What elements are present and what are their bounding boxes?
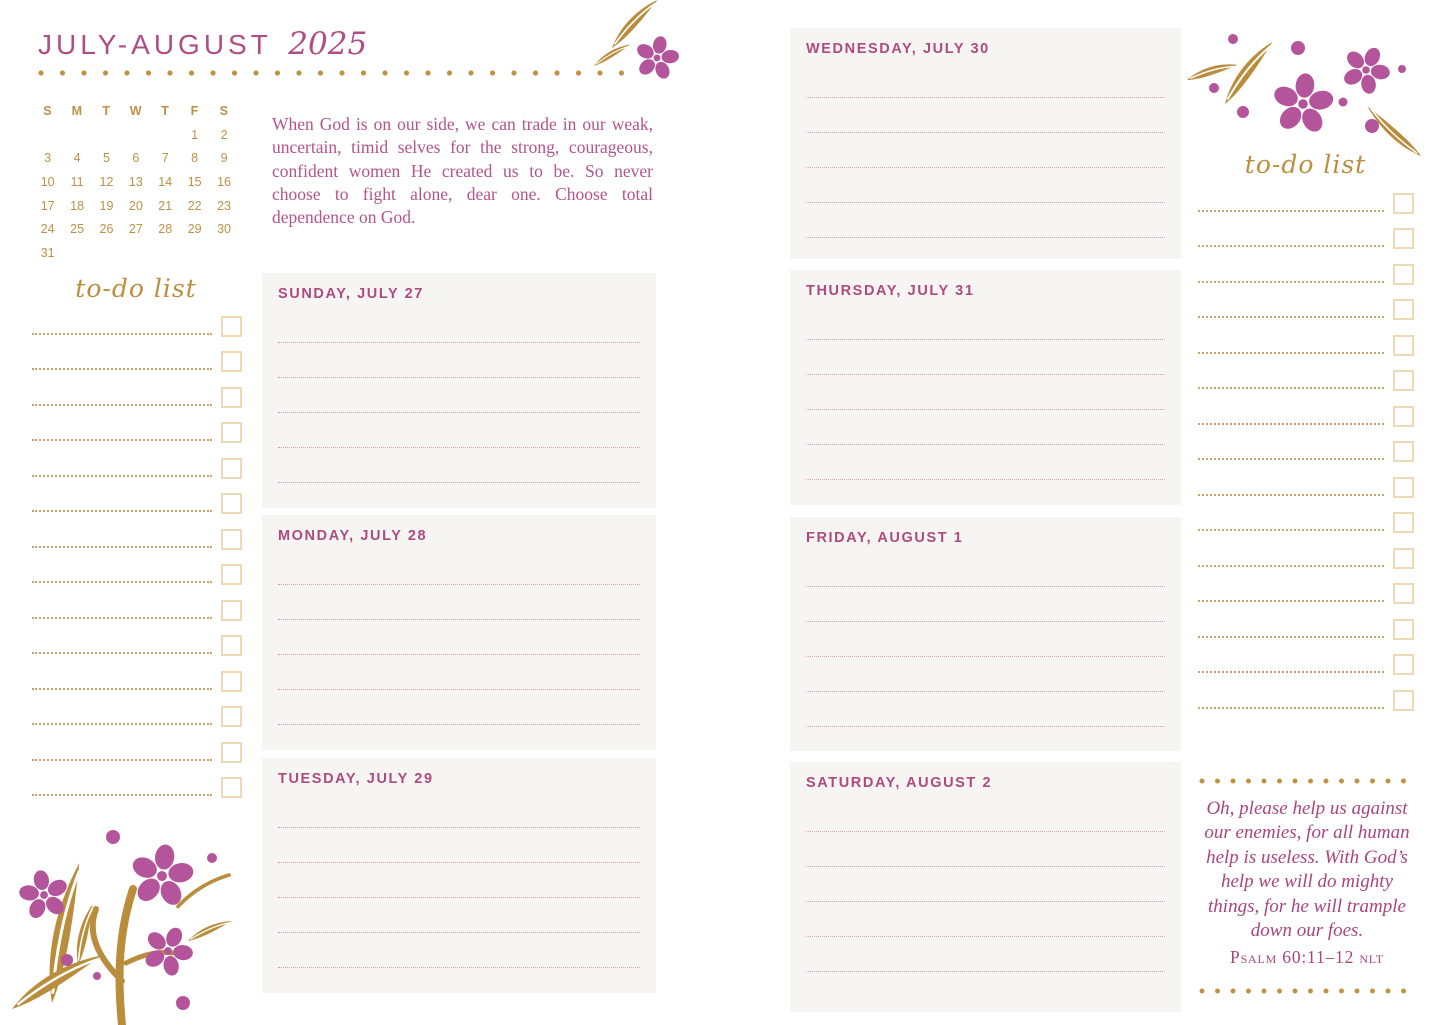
todo-entry-line[interactable] — [1198, 600, 1384, 602]
todo-row — [32, 408, 242, 444]
calendar-date: 24 — [40, 222, 55, 237]
todo-row — [1198, 285, 1414, 321]
todo-entry-line[interactable] — [1198, 458, 1384, 460]
calendar-date: 14 — [158, 175, 173, 190]
devotional-text: When God is on our side, we can trade in our weak, uncertain, timid selves for the strong, courageous, confident women He created us to be. So never choose to fight alone, dear one. Choose total dependence on God. — [272, 114, 653, 228]
todo-list-title-right: to-do list — [1244, 150, 1367, 179]
day-entry-line[interactable] — [278, 620, 640, 655]
todo-row — [32, 514, 242, 550]
day-entry-lines — [806, 552, 1165, 727]
day-entry-line[interactable] — [806, 552, 1165, 587]
calendar-date: 7 — [161, 151, 169, 166]
day-entry-line[interactable] — [278, 308, 640, 343]
todo-checkbox[interactable] — [221, 635, 242, 656]
calendar-date: 31 — [40, 246, 55, 261]
page-title — [38, 26, 367, 62]
calendar-empty-cell — [62, 242, 91, 266]
calendar-day-header: W — [129, 104, 143, 118]
calendar-date: 4 — [73, 151, 81, 166]
todo-entry-line[interactable] — [32, 617, 212, 619]
todo-row — [1198, 320, 1414, 356]
day-header: SUNDAY, JULY 27 — [278, 286, 424, 302]
todo-checkbox[interactable] — [1393, 299, 1414, 320]
todo-entry-line[interactable] — [1198, 494, 1384, 496]
todo-list-right — [1198, 178, 1414, 711]
calendar-day-header: T — [102, 104, 111, 118]
mini-calendar — [33, 100, 239, 266]
todo-entry-line[interactable] — [32, 404, 212, 406]
verse-dotted-rule-top — [1199, 778, 1413, 784]
todo-entry-line[interactable] — [1198, 565, 1384, 567]
calendar-date: 19 — [99, 198, 114, 213]
todo-checkbox[interactable] — [1393, 228, 1414, 249]
todo-row — [32, 550, 242, 586]
todo-entry-line[interactable] — [32, 546, 212, 548]
calendar-date: 27 — [128, 222, 143, 237]
todo-row — [1198, 498, 1414, 534]
day-entry-line[interactable] — [278, 550, 640, 585]
day-entry-line[interactable] — [278, 690, 640, 725]
calendar-day-header: F — [190, 104, 199, 118]
todo-row — [32, 443, 242, 479]
todo-entry-line[interactable] — [1198, 316, 1384, 318]
todo-checkbox[interactable] — [1393, 512, 1414, 533]
verse-dotted-rule-bottom — [1199, 988, 1413, 994]
todo-checkbox[interactable] — [221, 529, 242, 550]
todo-entry-line[interactable] — [1198, 529, 1384, 531]
calendar-date: 26 — [99, 222, 114, 237]
day-entry-line[interactable] — [806, 63, 1165, 98]
day-entry-line[interactable] — [806, 305, 1165, 340]
calendar-empty-cell — [92, 124, 121, 148]
todo-checkbox[interactable] — [1393, 193, 1414, 214]
todo-checkbox[interactable] — [221, 742, 242, 763]
todo-entry-line[interactable] — [32, 333, 212, 335]
calendar-empty-cell — [209, 242, 238, 266]
todo-entry-line[interactable] — [32, 723, 212, 725]
todo-row — [1198, 569, 1414, 605]
day-entry-line[interactable] — [806, 587, 1165, 622]
day-entry-line[interactable] — [806, 445, 1165, 480]
calendar-date: 12 — [99, 175, 114, 190]
day-section-sunday — [262, 273, 656, 508]
todo-row — [1198, 427, 1414, 463]
todo-entry-line[interactable] — [1198, 707, 1384, 709]
todo-checkbox[interactable] — [1393, 654, 1414, 675]
todo-row — [32, 479, 242, 515]
day-header: WEDNESDAY, JULY 30 — [806, 41, 990, 57]
calendar-date: 29 — [187, 222, 202, 237]
day-entry-lines — [806, 797, 1165, 972]
todo-row — [32, 656, 242, 692]
todo-entry-line[interactable] — [32, 368, 212, 370]
todo-checkbox[interactable] — [1393, 619, 1414, 640]
todo-entry-line[interactable] — [32, 439, 212, 441]
day-entry-line[interactable] — [278, 378, 640, 413]
day-section-thursday — [790, 270, 1181, 505]
calendar-date: 15 — [187, 175, 202, 190]
day-header: SATURDAY, AUGUST 2 — [806, 775, 993, 791]
calendar-date: 3 — [44, 151, 52, 166]
calendar-date: 22 — [187, 198, 202, 213]
todo-checkbox[interactable] — [1393, 406, 1414, 427]
day-entry-line[interactable] — [278, 828, 640, 863]
todo-checkbox[interactable] — [1393, 583, 1414, 604]
day-entry-line[interactable] — [278, 585, 640, 620]
todo-list-title-left: to-do list — [75, 274, 197, 303]
day-entry-line[interactable] — [806, 98, 1165, 133]
todo-entry-line[interactable] — [1198, 387, 1384, 389]
calendar-empty-cell — [121, 242, 150, 266]
calendar-date: 17 — [40, 198, 55, 213]
day-entry-line[interactable] — [806, 692, 1165, 727]
day-entry-line[interactable] — [278, 793, 640, 828]
day-entry-line[interactable] — [806, 797, 1165, 832]
calendar-empty-cell — [180, 242, 209, 266]
todo-row — [32, 763, 242, 799]
day-entry-line[interactable] — [806, 340, 1165, 375]
calendar-empty-cell — [151, 242, 180, 266]
todo-row — [1198, 249, 1414, 285]
day-header: FRIDAY, AUGUST 1 — [806, 530, 964, 546]
day-section-wednesday — [790, 28, 1181, 259]
calendar-date: 9 — [220, 151, 228, 166]
calendar-date: 10 — [40, 175, 55, 190]
todo-row — [32, 301, 242, 337]
todo-entry-line[interactable] — [1198, 352, 1384, 354]
todo-checkbox[interactable] — [221, 564, 242, 585]
day-entry-line[interactable] — [806, 375, 1165, 410]
calendar-date: 1 — [191, 127, 199, 142]
calendar-date: 16 — [217, 175, 231, 190]
todo-row — [32, 621, 242, 657]
todo-row — [1198, 604, 1414, 640]
day-entry-line[interactable] — [806, 902, 1165, 937]
calendar-empty-cell — [151, 124, 180, 148]
todo-checkbox[interactable] — [221, 706, 242, 727]
todo-row — [1198, 178, 1414, 214]
todo-entry-line[interactable] — [1198, 245, 1384, 247]
day-entry-line[interactable] — [278, 655, 640, 690]
todo-checkbox[interactable] — [1393, 548, 1414, 569]
calendar-date: 11 — [70, 175, 84, 190]
todo-checkbox[interactable] — [221, 422, 242, 443]
verse-reference: Psalm 60:11–12 nlt — [1230, 947, 1384, 968]
calendar-date: 6 — [132, 151, 140, 166]
day-entry-line[interactable] — [806, 657, 1165, 692]
todo-row — [32, 585, 242, 621]
todo-checkbox[interactable] — [1393, 690, 1414, 711]
todo-checkbox[interactable] — [1393, 477, 1414, 498]
todo-entry-line[interactable] — [1198, 636, 1384, 638]
day-entry-lines — [278, 308, 640, 483]
todo-checkbox[interactable] — [221, 671, 242, 692]
verse-block — [1194, 797, 1420, 970]
todo-checkbox[interactable] — [221, 600, 242, 621]
todo-entry-line[interactable] — [32, 759, 212, 761]
day-section-tuesday — [262, 758, 656, 993]
day-entry-line[interactable] — [806, 832, 1165, 867]
todo-row — [32, 372, 242, 408]
day-entry-lines — [806, 305, 1165, 480]
flower-decoration-top-center-icon — [586, 0, 694, 95]
todo-entry-line[interactable] — [32, 688, 212, 690]
day-entry-lines — [806, 63, 1165, 238]
todo-row — [1198, 640, 1414, 676]
todo-entry-line[interactable] — [32, 475, 212, 477]
day-entry-line[interactable] — [278, 448, 640, 483]
todo-checkbox[interactable] — [1393, 264, 1414, 285]
calendar-day-header: M — [71, 104, 83, 118]
day-header: THURSDAY, JULY 31 — [806, 283, 975, 299]
todo-row — [1198, 214, 1414, 250]
day-entry-line[interactable] — [278, 863, 640, 898]
flower-decoration-top-right-icon — [1183, 22, 1423, 158]
day-entry-line[interactable] — [278, 413, 640, 448]
day-entry-lines — [278, 550, 640, 725]
calendar-date: 21 — [158, 198, 173, 213]
todo-row — [1198, 356, 1414, 392]
title-dotted-rule — [38, 70, 628, 76]
day-entry-line[interactable] — [806, 937, 1165, 972]
page-title-year: 2025 — [288, 26, 368, 62]
day-entry-line[interactable] — [278, 343, 640, 378]
day-header: TUESDAY, JULY 29 — [278, 771, 434, 787]
todo-checkbox[interactable] — [221, 777, 242, 798]
day-entry-line[interactable] — [806, 410, 1165, 445]
day-section-monday — [262, 515, 656, 750]
calendar-day-header: S — [43, 104, 53, 118]
todo-entry-line[interactable] — [32, 652, 212, 654]
todo-checkbox[interactable] — [1393, 370, 1414, 391]
todo-checkbox[interactable] — [221, 458, 242, 479]
todo-list-left — [32, 301, 242, 798]
day-entry-line[interactable] — [278, 898, 640, 933]
todo-entry-line[interactable] — [32, 510, 212, 512]
calendar-date: 20 — [128, 198, 143, 213]
todo-row — [32, 727, 242, 763]
todo-checkbox[interactable] — [221, 316, 242, 337]
todo-row — [1198, 675, 1414, 711]
page-title-months: JULY-AUGUST — [38, 29, 272, 60]
calendar-empty-cell — [33, 124, 62, 148]
day-entry-lines — [278, 793, 640, 968]
verse-text: Oh, please help us against our enemies, for all human help is useless. With God’s help we will do mighty things, for he will trample down our foes. — [1204, 798, 1410, 942]
day-header: MONDAY, JULY 28 — [278, 528, 428, 544]
day-section-saturday — [790, 762, 1181, 1012]
todo-entry-line[interactable] — [1198, 281, 1384, 283]
day-entry-line[interactable] — [806, 133, 1165, 168]
calendar-day-header: S — [219, 104, 229, 118]
day-entry-line[interactable] — [278, 933, 640, 968]
todo-row — [32, 337, 242, 373]
todo-row — [32, 692, 242, 728]
calendar-date: 8 — [191, 151, 199, 166]
day-entry-line[interactable] — [806, 622, 1165, 657]
todo-checkbox[interactable] — [221, 493, 242, 514]
calendar-date: 23 — [217, 198, 231, 213]
todo-row — [1198, 391, 1414, 427]
day-entry-line[interactable] — [806, 867, 1165, 902]
todo-entry-line[interactable] — [1198, 210, 1384, 212]
calendar-empty-cell — [92, 242, 121, 266]
calendar-date: 28 — [158, 222, 173, 237]
todo-entry-line[interactable] — [32, 581, 212, 583]
day-entry-line[interactable] — [806, 168, 1165, 203]
calendar-date: 5 — [103, 151, 110, 166]
todo-checkbox[interactable] — [221, 387, 242, 408]
calendar-date: 18 — [70, 198, 85, 213]
todo-row — [1198, 462, 1414, 498]
calendar-date: 2 — [220, 127, 228, 142]
todo-checkbox[interactable] — [1393, 441, 1414, 462]
calendar-date: 25 — [70, 222, 85, 237]
todo-checkbox[interactable] — [1393, 335, 1414, 356]
todo-row — [1198, 533, 1414, 569]
flower-bouquet-bottom-left-icon — [0, 813, 255, 1025]
day-entry-line[interactable] — [806, 203, 1165, 238]
calendar-empty-cell — [121, 124, 150, 148]
calendar-date: 30 — [217, 222, 231, 237]
day-section-friday — [790, 517, 1181, 751]
calendar-day-header: T — [161, 104, 170, 118]
todo-entry-line[interactable] — [1198, 671, 1384, 673]
calendar-date: 13 — [128, 175, 143, 190]
todo-entry-line[interactable] — [32, 794, 212, 796]
todo-entry-line[interactable] — [1198, 423, 1384, 425]
todo-checkbox[interactable] — [221, 351, 242, 372]
calendar-empty-cell — [62, 124, 91, 148]
